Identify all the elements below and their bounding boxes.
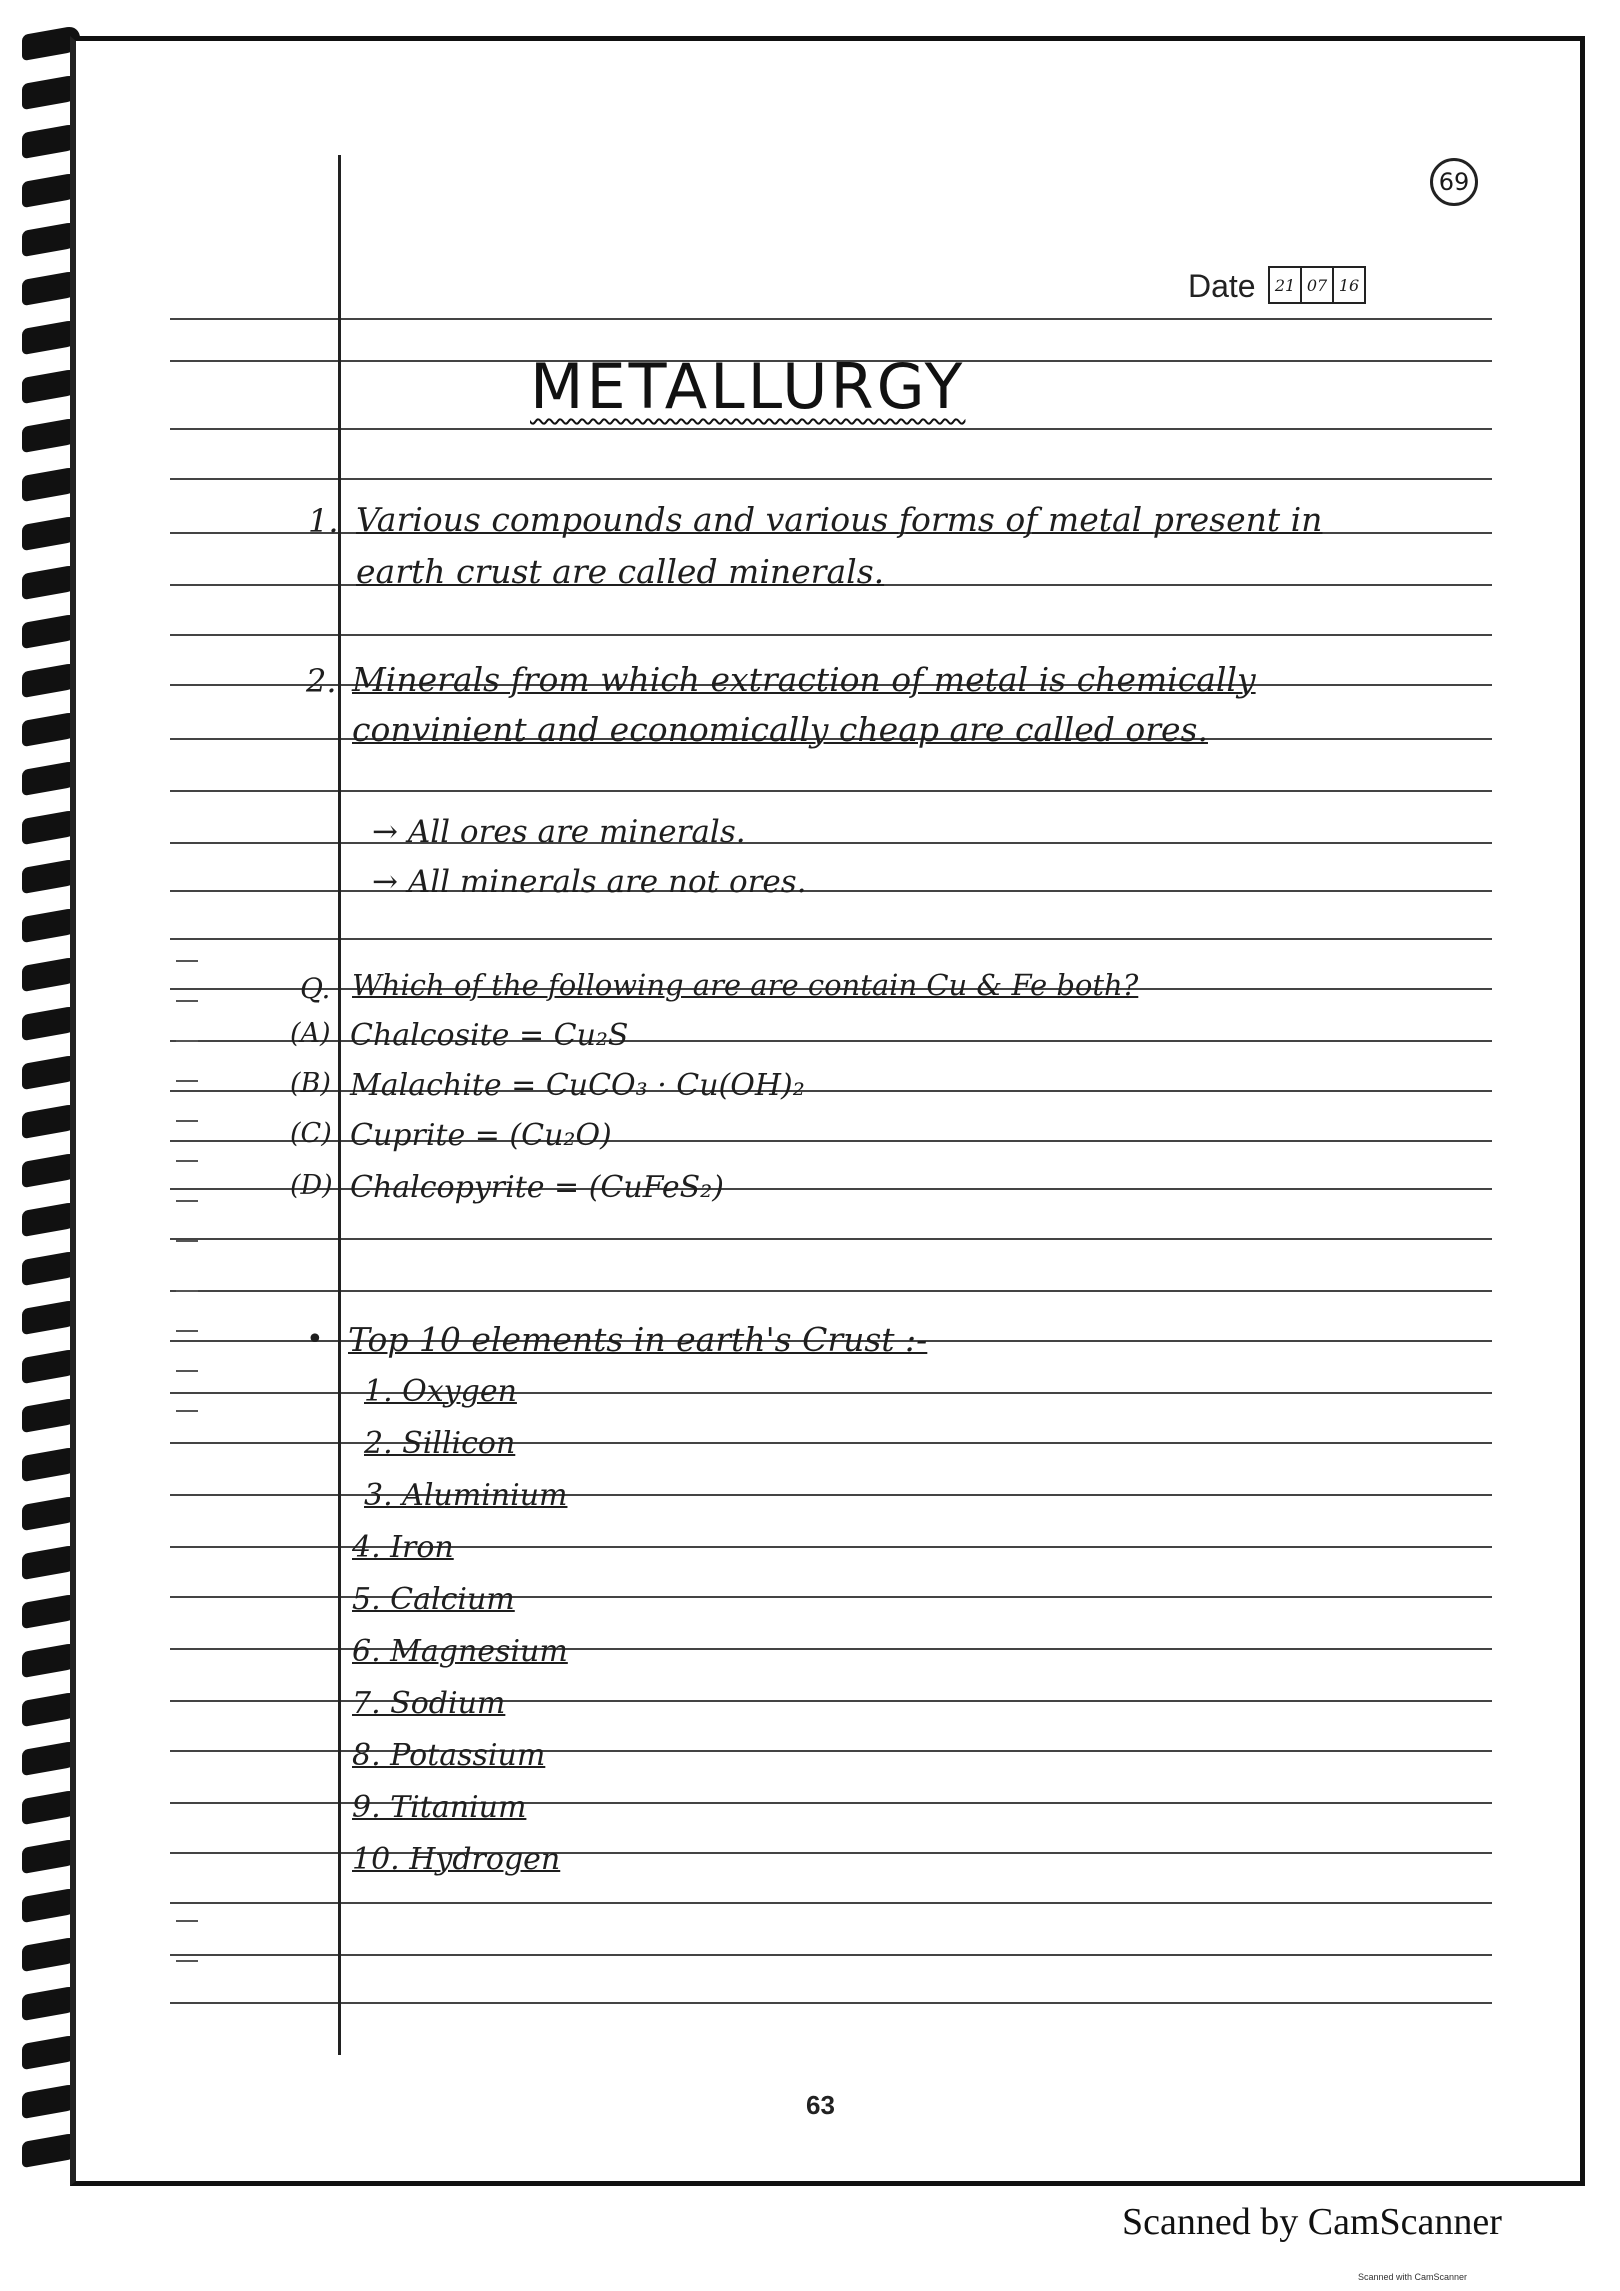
elements-heading: Top 10 elements in earth's Crust :- — [348, 1320, 928, 1359]
date-box — [1268, 266, 1366, 304]
margin-tick-mark — [176, 1040, 198, 1042]
option-text: Chalcopyrite = (CuFeS₂) — [350, 1170, 724, 1205]
ruled-line — [170, 2002, 1492, 2004]
camscanner-small-watermark: Scanned with CamScanner — [1358, 2272, 1468, 2282]
date-label: Date — [1188, 268, 1256, 304]
element-list-item: 7. Sodium — [352, 1686, 506, 1721]
ruled-line — [170, 790, 1492, 792]
point2-number: 2. — [306, 662, 337, 700]
margin-tick-mark — [176, 1000, 198, 1002]
margin-tick-mark — [176, 1160, 198, 1162]
element-list-item: 5. Calcium — [352, 1582, 515, 1617]
element-list-item: 10. Hydrogen — [352, 1842, 561, 1877]
option-label: (B) — [290, 1068, 331, 1099]
circled-number-text: 69 — [1438, 168, 1470, 196]
ruled-line — [170, 1238, 1492, 1240]
date-day: 21 — [1270, 268, 1302, 302]
margin-tick-mark — [176, 1080, 198, 1082]
margin-tick-mark — [176, 1920, 198, 1922]
margin-tick-mark — [176, 1330, 198, 1332]
page-title: METALLURGY — [530, 350, 966, 423]
ruled-line — [170, 634, 1492, 636]
option-text: Malachite = CuCO₃ · Cu(OH)₂ — [350, 1068, 805, 1103]
margin-tick-mark — [176, 1120, 198, 1122]
circled-page-number — [1430, 158, 1478, 206]
date-year: 16 — [1338, 275, 1360, 295]
margin-tick-mark — [176, 960, 198, 962]
margin-tick-mark — [176, 1960, 198, 1962]
margin-tick-mark — [176, 1200, 198, 1202]
element-list-item: 3. Aluminium — [364, 1478, 568, 1513]
ruled-line — [170, 1290, 1492, 1292]
option-label: (C) — [290, 1118, 332, 1149]
option-text: Cuprite = (Cu₂O) — [350, 1118, 612, 1153]
element-list-item: 6. Magnesium — [352, 1634, 568, 1669]
arrow-note-1: → All ores are minerals. — [372, 814, 746, 850]
option-label: (D) — [290, 1170, 333, 1201]
element-list-item: 4. Iron — [352, 1530, 454, 1565]
margin-tick-mark — [176, 1410, 198, 1412]
margin-line — [338, 155, 341, 2055]
ruled-line — [170, 1954, 1492, 1956]
point1-number: 1. — [308, 502, 339, 540]
point2-line2: convinient and economically cheap are called ores. — [352, 710, 1208, 749]
option-label: (A) — [290, 1018, 331, 1049]
ruled-line — [170, 842, 1492, 844]
camscanner-watermark: Scanned by CamScanner — [1122, 2201, 1502, 2243]
element-list-item: 9. Titanium — [352, 1790, 527, 1825]
question-text: Which of the following are are contain Cu & Fe both? — [352, 968, 1139, 1002]
ruled-line — [170, 478, 1492, 480]
ruled-line — [170, 318, 1492, 320]
margin-tick-mark — [176, 1370, 198, 1372]
date-month: 07 — [1302, 268, 1334, 302]
arrow-note-2: → All minerals are not ores. — [372, 864, 807, 900]
margin-tick-mark — [176, 1240, 198, 1242]
printed-page-number: 63 — [806, 2090, 835, 2120]
ruled-line — [170, 1902, 1492, 1904]
ruled-line — [170, 938, 1492, 940]
point2-line1: Minerals from which extraction of metal is chemically — [352, 660, 1256, 699]
heading-bullet: • — [306, 1322, 324, 1357]
point1-line2: earth crust are called minerals. — [356, 552, 885, 591]
ruled-line — [170, 890, 1492, 892]
element-list-item: 2. Sillicon — [364, 1426, 516, 1461]
element-list-item: 1. Oxygen — [364, 1374, 517, 1409]
option-text: Chalcosite = Cu₂S — [350, 1018, 629, 1053]
element-list-item: 8. Potassium — [352, 1738, 546, 1773]
point1-line1: Various compounds and various forms of metal present in — [356, 500, 1323, 539]
ruled-line — [170, 428, 1492, 430]
margin-tick-mark — [176, 1290, 198, 1292]
question-label: Q. — [300, 972, 331, 1005]
